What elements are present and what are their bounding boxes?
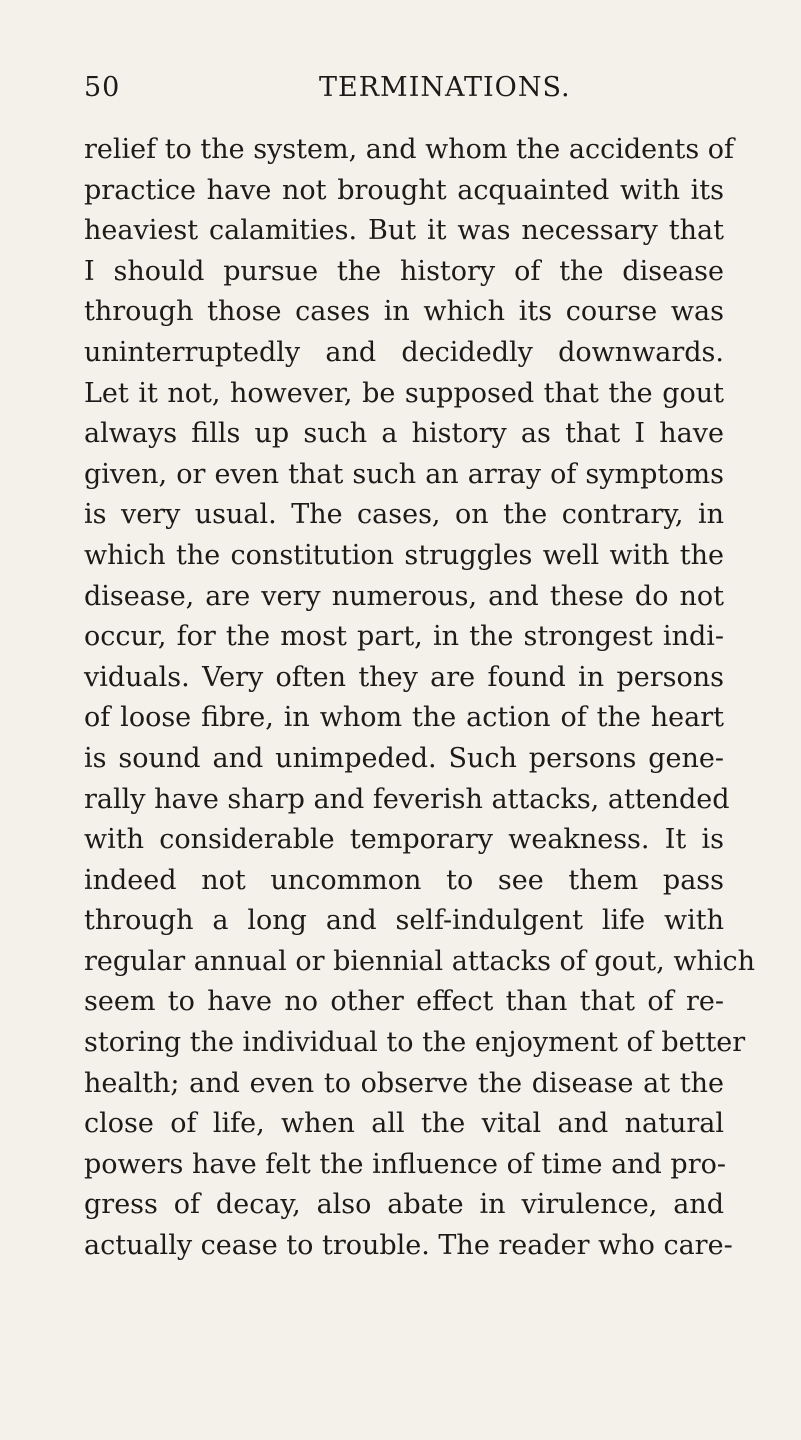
text-line: uninterruptedly and decidedly downwards. <box>84 336 724 368</box>
text-line: gress of decay, also abate in virulence, and <box>84 1189 724 1221</box>
text-line: Let it not, however, be supposed that the gout <box>84 377 724 409</box>
text-line: is very usual. The cases, on the contrary, in <box>84 499 724 531</box>
text-line: actually cease to trouble. The reader who care- <box>84 1230 733 1262</box>
text-line: disease, are very numerous, and these do not <box>84 580 724 612</box>
text-line: health; and even to observe the disease at the <box>84 1067 724 1099</box>
running-head <box>84 72 717 112</box>
text-line: of loose fibre, in whom the action of the heart <box>84 702 724 734</box>
text-line: with considerable temporary weakness. It is <box>84 824 724 856</box>
text-line: viduals. Very often they are found in persons <box>84 661 724 693</box>
text-line: indeed not uncommon to see them pass <box>84 864 724 896</box>
text-line: which the constitution struggles well with the <box>84 539 724 571</box>
text-line: seem to have no other effect than that of re- <box>84 986 724 1018</box>
page-number: 50 <box>84 72 121 103</box>
text-line: always fills up such a history as that I have <box>84 418 724 450</box>
text-line: occur, for the most part, in the strongest indi- <box>84 621 724 653</box>
text-line: close of life, when all the vital and natural <box>84 1108 724 1140</box>
text-line: heaviest calamities. But it was necessary that <box>84 215 724 247</box>
text-line: I should pursue the history of the disease <box>84 255 724 287</box>
text-line: powers have felt the influence of time and pro- <box>84 1148 726 1180</box>
text-line: through a long and self-indulgent life with <box>84 905 724 937</box>
text-line: rally have sharp and feverish attacks, attended <box>84 783 730 815</box>
text-line: is sound and unimpeded. Such persons gene- <box>84 742 724 774</box>
running-title: TERMINATIONS. <box>319 72 571 103</box>
text-line: through those cases in which its course was <box>84 296 724 328</box>
text-line: given, or even that such an array of symptoms <box>84 458 724 490</box>
body-text <box>84 130 755 1267</box>
text-line: storing the individual to the enjoyment of better <box>84 1027 746 1059</box>
text-line: regular annual or biennial attacks of gout, which <box>84 945 755 977</box>
text-line: relief to the system, and whom the accidents of <box>84 134 735 165</box>
text-line: practice have not brought acquainted with its <box>84 174 724 206</box>
